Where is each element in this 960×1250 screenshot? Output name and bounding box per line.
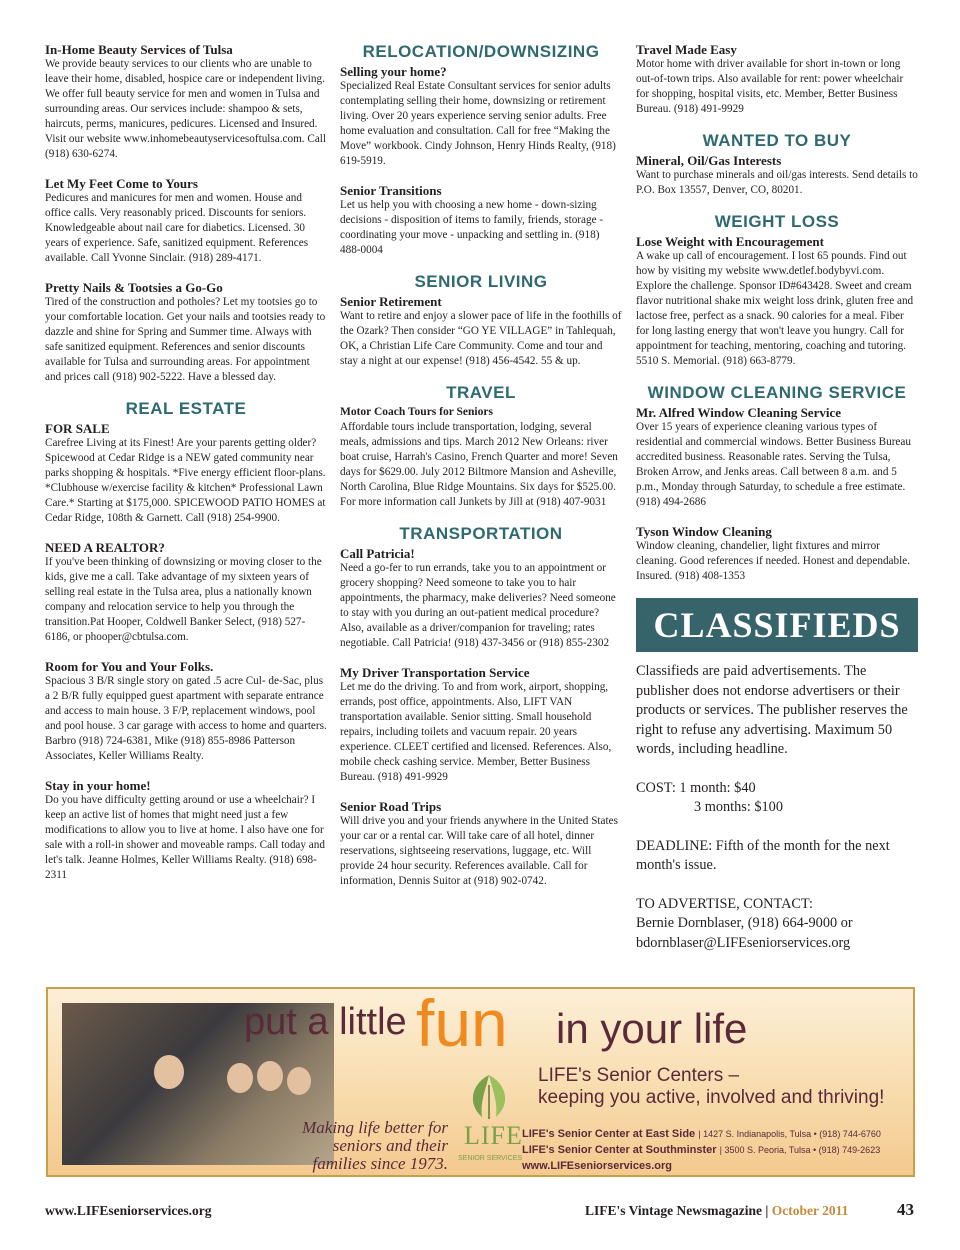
- ad-senior-road-trips: [340, 799, 622, 889]
- ad-motor-coach: [340, 405, 622, 510]
- footer-magazine: [585, 1203, 848, 1219]
- ad-need-realtor: [45, 540, 327, 645]
- ad-body: Will drive you and your friends anywhere in the United States your car or a rental car. Will take care of all hotel, dinner reservations, sightseeing reservations, luggage, etc. Will provide 24 hour security. References available. Call for information, Dennis Suitor at (918) 902-0742.: [340, 815, 618, 887]
- ad-body: We provide beauty services to our clients who are unable to leave their home, disabled, hospice care or independent living. We offer full beauty service for men and women in Tulsa and surrounding areas. Our services include: shampoo & sets, haircuts, perms, manicures, pedicures. Licensed and Insured. Visit our website www.inhomebeautyservicesoftulsa.com. Call (918) 630-6274.: [45, 58, 327, 160]
- banner-tagline: Making life better for seniors and their families since 1973.: [302, 1118, 448, 1173]
- center-southminster: [522, 1142, 881, 1158]
- ad-lose-weight: [636, 234, 918, 369]
- center-address: | 1427 S. Indianapolis, Tulsa • (918) 744-6760: [698, 1129, 881, 1139]
- ad-title: My Driver Transportation Service: [340, 665, 530, 680]
- classifieds-deadline: DEADLINE: Fifth of the month for the next month's issue.: [636, 837, 890, 873]
- ad-body: Specialized Real Estate Consultant services for senior adults contemplating selling their home, downsizing or retirement living. Over 20 years experience serving senior adults. Free home evaluation and consultation. Call for free “Making the Move” workbook. Cindy Johnson, Henry Hinds Realty, (918) 619-5919.: [340, 80, 616, 167]
- ad-body: A wake up call of encouragement. I lost 65 pounds. Find out how by visiting my website www.detlef.bodybyvi.com. Explore the challenge. Sponsor ID#643428. Sweet and cream flavor nutritional shake mix weight loss drink, gluten free and lactose free, perfect as a snack. 90 calories for a meal. Fiber for long lasting energy that won't leave you hungry. Call for appointment for teaching, mentoring, coaching and tutoring. 5510 S. Memorial. (918) 663-8779.: [636, 250, 914, 367]
- issue-month: October 2011: [771, 1203, 849, 1218]
- ad-body: Tired of the construction and potholes? Let my tootsies go to your comfortable location. Get your nails and tootsies ready to dazzle and shine for Spring and Summer time. Always with safe sanitized equipment. References and senior discounts available for Tulsa and surrounding areas. For appointment and prices call (918) 902-5222. Have a blessed day.: [45, 296, 326, 383]
- ad-title: Selling your home?: [340, 64, 447, 79]
- ad-body: Do you have difficulty getting around or use a wheelchair? I keep an active list of homes that might need just a few modifications to allow you to live at home. I also have one for sale with a roll-in shower and moveable ramps. Call today and let's talk. Jeanne Holmes, Keller Williams Realty. (918) 698-2311: [45, 794, 325, 881]
- banner-subheadline: [538, 1065, 884, 1109]
- ad-body: Pedicures and manicures for men and women. House and office calls. Very reasonably priced. Discounts for seniors. Knowledgeable about nail care for diabetics. Licensed. 30 years of experience. Safe, sanitized equipment. References available. Call Yvonne Sinclair. (918) 289-4171.: [45, 192, 309, 264]
- ad-title: Pretty Nails & Tootsies a Go-Go: [45, 280, 223, 295]
- center-east-side: [522, 1126, 881, 1142]
- ad-pretty-nails: [45, 280, 327, 385]
- ad-body: Want to retire and enjoy a slower pace of life in the foothills of the Ozark? Then consider “GO YE VILLAGE” in Tahlequah, OK, a Christian Life Care Community. Come and tour and stay a night at our expense! (918) 456-4542. 55 & up.: [340, 310, 622, 367]
- ad-title: Lose Weight with Encouragement: [636, 234, 824, 249]
- center-name: LIFE's Senior Center at Southminster: [522, 1144, 717, 1156]
- ad-body: Need a go-fer to run errands, take you to an appointment or grocery shopping? Need someone to take you to hair appointments, the pharmacy, make deliveries? Need someone to stay with you during an out-patient medical procedure? Also, available as a driver/companion for traveling; rates negotiable. Call Patricia! (918) 437-3456 or (918) 855-2302: [340, 562, 616, 649]
- ad-room-for-you: [45, 659, 327, 764]
- ad-title: Call Patricia!: [340, 546, 415, 561]
- column-3: [636, 42, 918, 972]
- cost-line-1: COST: 1 month: $40: [636, 779, 756, 796]
- life-logo: [458, 1071, 523, 1171]
- ad-tyson-window: [636, 524, 918, 584]
- ad-title: Senior Retirement: [340, 294, 442, 309]
- advertise-contact-1: Bernie Dornblaser, (918) 664-9000 or: [636, 915, 853, 931]
- section-heading-transportation: TRANSPORTATION: [399, 524, 563, 543]
- ad-title: NEED A REALTOR?: [45, 540, 165, 555]
- ad-title: Room for You and Your Folks.: [45, 659, 214, 674]
- ad-inhome-beauty: [45, 42, 327, 162]
- ad-title: Stay in your home!: [45, 778, 151, 793]
- banner-headline-end: in your life: [556, 1005, 748, 1052]
- banner-website[interactable]: www.LIFEseniorservices.org: [522, 1160, 672, 1172]
- ad-body: Let us help you with choosing a new home - down-sizing decisions - disposition of items to family, friends, storage - coordinating your move - unpacking and settling in. (918) 488-0004: [340, 199, 604, 256]
- section-heading-relocation: RELOCATION/DOWNSIZING: [362, 42, 600, 61]
- ad-body: Carefree Living at its Finest! Are your parents getting older? Spicewood at Cedar Ridge is a NEW gated community near parks shopping & hospitals. *Five energy efficient floor-plans. *Clubhouse w/exercise facility & kitchen* Professional Lawn Care.* Starting at $175,000. SPICEWOOD PATIO HOMES at Cedar Ridge, 108th & Garnett. Call (918) 254-9900.: [45, 437, 326, 524]
- ad-body: Motor home with driver available for short in-town or long out-of-town trips. Also available for rent: power wheelchair for shopping, hospital visits, etc. Member, Better Business Bureau. (918) 491-9929: [636, 58, 904, 115]
- ad-selling-home: [340, 64, 622, 169]
- senior-centers-list: [522, 1126, 881, 1174]
- advertise-contact-2[interactable]: bdornblaser@LIFEseniorservices.org: [636, 934, 851, 951]
- cost-line-2: 3 months: $100: [694, 799, 783, 815]
- ad-title: Motor Coach Tours for Seniors: [340, 406, 493, 418]
- section-heading-travel: TRAVEL: [446, 383, 516, 402]
- section-heading-wanted: WANTED TO BUY: [702, 131, 852, 150]
- ad-title: Tyson Window Cleaning: [636, 524, 772, 539]
- banner-sub-2: keeping you active, involved and thriving!: [538, 1087, 885, 1108]
- ad-feet-come: [45, 176, 327, 266]
- page-number: 43: [897, 1200, 914, 1219]
- ad-mineral-oil: [636, 153, 918, 198]
- column-1: [45, 42, 327, 897]
- ad-mr-alfred: [636, 405, 918, 510]
- section-heading-senior-living: SENIOR LIVING: [414, 272, 548, 291]
- ad-title: FOR SALE: [45, 421, 110, 436]
- ad-travel-made-easy: [636, 42, 918, 117]
- magazine-name: LIFE's Vintage Newsmagazine: [585, 1203, 762, 1218]
- ad-stay-in-home: [45, 778, 327, 883]
- center-name: LIFE's Senior Center at East Side: [522, 1128, 696, 1140]
- banner-headline-fun: fun: [416, 987, 508, 1060]
- ad-senior-transitions: [340, 183, 622, 258]
- section-heading-real-estate: REAL ESTATE: [125, 399, 247, 418]
- section-heading-window-cleaning: WINDOW CLEANING SERVICE: [647, 383, 907, 402]
- column-2: [340, 42, 622, 903]
- logo-subtext: SENIOR SERVICES: [458, 1155, 523, 1162]
- ad-body: Affordable tours include transportation, lodging, several meals, admissions and tips. March 2012 New Orleans: river boat cruise, Harrah's Casino, French Quarter and more! Seven days for $629.00. July 2012 Biltmore Mansion and Asheville, North Carolina, Blue Ridge Mountains. Six days for $525.00. For more information call Junkets by Jill at (918) 407-9031: [340, 421, 618, 508]
- classifieds-contact: [636, 895, 918, 954]
- ad-body: If you've been thinking of downsizing or moving closer to the kids, give me a call. Take advantage of my sixteen years of selling real estate in the Tulsa area, plus a nationally known company and relocation service to help you through the transition.Pat Hooper, Coldwell Banker Select, (918) 527-6186, or phooper@cbtulsa.com.: [45, 556, 322, 643]
- ad-body: Window cleaning, chandelier, light fixtures and mirror cleaning. Good references if needed. Honest and dependable. Insured. (918) 408-1353: [636, 540, 910, 582]
- ad-body: Want to purchase minerals and oil/gas interests. Send details to P.O. Box 13557, Denver, CO, 80201.: [636, 169, 918, 196]
- logo-text: LIFE: [464, 1121, 523, 1150]
- ad-title: In-Home Beauty Services of Tulsa: [45, 42, 233, 57]
- ad-title: Senior Road Trips: [340, 799, 442, 814]
- ad-title: Mineral, Oil/Gas Interests: [636, 153, 782, 168]
- senior-centers-banner: [46, 987, 915, 1177]
- classifieds-cost: [636, 779, 918, 818]
- ad-body: Spacious 3 B/R single story on gated .5 acre Cul- de-Sac, plus a 2 B/R fully equipped guest apartment with separate entrance and access to main house. 3 F/P, replacement windows, pool and pool house. 3 car garage with access to home and quarters. Barbro (918) 724-6381, Mike (918) 855-8986 Patterson Associates, Keller Williams Realty.: [45, 675, 327, 762]
- ad-senior-retirement: [340, 294, 622, 369]
- center-address: | 3500 S. Peoria, Tulsa • (918) 749-2623: [719, 1145, 881, 1155]
- banner-sub-1: LIFE's Senior Centers –: [538, 1065, 740, 1086]
- ad-body: Over 15 years of experience cleaning various types of residential and commercial windows. Better Business Bureau accredited business. Reasonable rates. Serving the Tulsa, Broken Arrow, and Jenks areas. Call between 8 a.m. and 5 p.m., Monday through Saturday, to schedule a free estimate. (918) 494-2686: [636, 421, 911, 508]
- ad-call-patricia: [340, 546, 622, 651]
- footer-separator: |: [765, 1203, 769, 1218]
- section-heading-weight-loss: WEIGHT LOSS: [714, 212, 840, 231]
- footer-website[interactable]: www.LIFEseniorservices.org: [45, 1203, 212, 1218]
- classifieds-intro: Classifieds are paid advertisements. The publisher does not endorse advertisers or their products or services. The publisher reserves the right to refuse any advertising. Maximum 50 words, including headline.: [636, 663, 908, 757]
- ad-title: Travel Made Easy: [636, 42, 737, 57]
- ad-body: Let me do the driving. To and from work, airport, shopping, errands, post office, appointments. Also, LIFT VAN transportation available. Senior sitting. Small household repairs, including toilets and vacuum repair. 20 years experience. CLEET certified and licensed. References. Also, mobile check cashing service. Member, Better Business Bureau. (918) 491-9929: [340, 681, 612, 783]
- ad-title: Senior Transitions: [340, 183, 442, 198]
- ad-title: Mr. Alfred Window Cleaning Service: [636, 405, 841, 420]
- banner-headline-start: put a little: [244, 1001, 407, 1043]
- classifieds-heading: CLASSIFIEDS: [636, 598, 918, 652]
- ad-for-sale: [45, 421, 327, 526]
- advertise-label: TO ADVERTISE, CONTACT:: [636, 895, 813, 912]
- ad-my-driver: [340, 665, 622, 785]
- ad-title: Let My Feet Come to Yours: [45, 176, 198, 191]
